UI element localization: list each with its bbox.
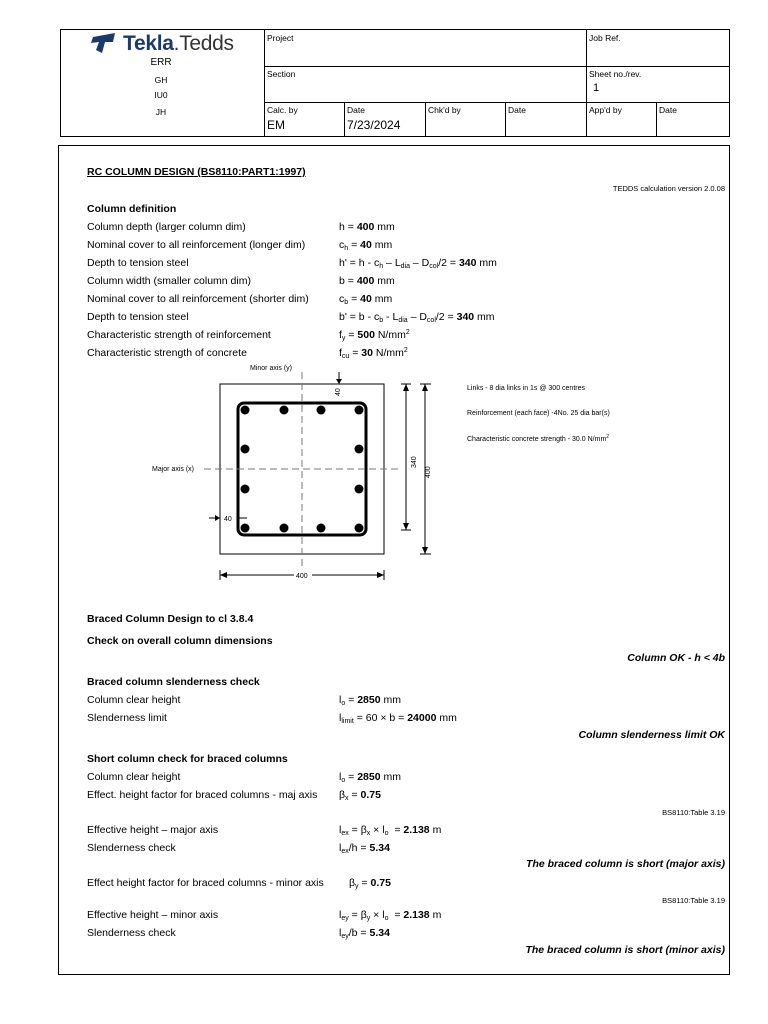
date3-label: Date — [659, 105, 677, 115]
row-label: Slenderness check — [87, 927, 176, 939]
code-gh: GH — [154, 75, 168, 85]
section-label: Section — [267, 69, 296, 79]
row-value: $c_b = 40$ mm — [339, 293, 393, 306]
tekla-logo-icon — [91, 33, 117, 55]
divider — [425, 102, 426, 137]
code-jh: JH — [155, 107, 167, 117]
note-concrete: Characteristic concrete strength - 30.0 $N/mm^2$ — [467, 434, 610, 443]
row-value: $f_{cu} = 30$ $N/mm^2$ — [339, 347, 408, 360]
minor-axis-label: Minor axis (y) — [250, 365, 293, 372]
calculation-body — [58, 145, 730, 975]
note-reinforcement: Reinforcement (each face) -4No. 25 dia bar(s) — [467, 410, 610, 417]
dim-340: 340 — [411, 456, 418, 468]
appd-label: App'd by — [589, 105, 622, 115]
row-label: Column clear height — [87, 694, 181, 706]
calcby-value: EM — [267, 118, 285, 132]
tekla-logo: Tekla.Tedds — [91, 32, 234, 56]
column-section-diagram — [59, 358, 729, 590]
check-heading: Check on overall column dimensions — [87, 635, 273, 647]
divider — [264, 30, 265, 137]
row-label: Characteristic strength of reinforcement — [87, 329, 271, 341]
row-value: $l_{ey}/b = 5.34$ — [339, 927, 390, 940]
dim-400-vertical: 400 — [425, 466, 432, 478]
row-label: Column width (smaller column dim) — [87, 275, 251, 287]
divider — [505, 102, 506, 137]
row-value: $l_o = 2850$ mm — [339, 771, 401, 784]
divider — [264, 102, 730, 103]
divider — [344, 102, 345, 137]
row-value: $\beta_x = 0.75$ — [339, 789, 381, 802]
slenderness-result: Column slenderness limit OK — [578, 729, 725, 741]
table-reference: BS8110:Table 3.19 — [662, 808, 725, 817]
slenderness-heading: Braced column slenderness check — [87, 676, 260, 688]
row-label: Depth to tension steel — [87, 257, 189, 269]
version-note: TEDDS calculation version 2.0.08 — [612, 184, 725, 193]
brand-bold: Tekla — [123, 32, 174, 55]
row-value: $l_{ex}/h = 5.34$ — [339, 842, 390, 855]
rebar-bars — [241, 406, 364, 533]
short-check-heading: Short column check for braced columns — [87, 753, 288, 765]
dim-40-left: 40 — [224, 516, 232, 523]
sheet-label: Sheet no./rev. — [589, 69, 642, 79]
row-label: Depth to tension steel — [87, 311, 189, 323]
row-label: Effective height – minor axis — [87, 909, 219, 921]
code-iu0: IU0 — [154, 90, 168, 100]
row-label: Effect. height factor for braced columns - maj axis — [87, 789, 318, 801]
dim-400-horizontal: 400 — [296, 573, 308, 580]
check-result: Column OK - h < 4b — [627, 652, 725, 664]
row-value: $h' = h - c_h - L_{dia} - D_{col}/2 = 340$ mm — [339, 257, 497, 270]
date-value: 7/23/2024 — [347, 118, 401, 132]
row-label: Characteristic strength of concrete — [87, 347, 247, 359]
row-value: $l_{ey} = \beta_y \times l_o = 2.138$ m — [339, 909, 442, 922]
braced-heading: Braced Column Design to cl 3.8.4 — [87, 613, 254, 625]
row-value: $b' = b - c_b - L_{dia} - D_{col}/2 = 340$ mm — [339, 311, 495, 324]
divider — [586, 30, 587, 137]
title-block — [60, 29, 730, 137]
minor-axis-result: The braced column is short (minor axis) — [525, 944, 725, 956]
sheet-value: 1 — [593, 82, 600, 94]
row-value: $l_{ex} = \beta_x \times l_o = 2.138$ m — [339, 824, 442, 837]
major-axis-label: Major axis (x) — [152, 466, 195, 473]
chkd-label: Chk'd by — [428, 105, 461, 115]
table-reference: BS8110:Table 3.19 — [662, 896, 725, 905]
row-value: $l_o = 2850$ mm — [339, 694, 401, 707]
row-label: Column depth (larger column dim) — [87, 221, 246, 233]
brand-light: Tedds — [179, 32, 234, 55]
row-value: $f_y = 500$ $N/mm^2$ — [339, 329, 410, 342]
date-label: Date — [347, 105, 365, 115]
row-value: $\beta_y = 0.75$ — [349, 877, 391, 890]
row-label: Slenderness limit — [87, 712, 167, 724]
row-value: b = 400 mm — [339, 275, 395, 287]
row-label: Effective height – major axis — [87, 824, 219, 836]
row-label: Nominal cover to all reinforcement (longer dim) — [87, 239, 306, 251]
doc-title: RC COLUMN DESIGN (BS8110:PART1:1997) — [87, 166, 306, 178]
major-axis-result: The braced column is short (major axis) — [526, 858, 725, 870]
code-err: ERR — [150, 57, 172, 68]
row-value: $l_{limit} = 60 \times b = 24000$ mm — [339, 712, 457, 725]
row-value: $c_h = 40$ mm — [339, 239, 393, 252]
row-label: Effect height factor for braced columns - minor axis — [87, 877, 324, 889]
date2-label: Date — [508, 105, 526, 115]
row-label: Column clear height — [87, 771, 181, 783]
jobref-label: Job Ref. — [589, 33, 621, 43]
note-links: Links - 8 dia links in 1s @ 300 centres — [467, 385, 585, 392]
row-label: Slenderness check — [87, 842, 176, 854]
row-value: h = 400 mm — [339, 221, 395, 233]
row-label: Nominal cover to all reinforcement (shorter dim) — [87, 293, 309, 305]
calcby-label: Calc. by — [267, 105, 298, 115]
divider — [656, 102, 657, 137]
dim-40-top: 40 — [335, 388, 342, 396]
project-label: Project — [267, 33, 294, 43]
column-definition-heading: Column definition — [87, 203, 177, 215]
divider — [264, 66, 730, 67]
